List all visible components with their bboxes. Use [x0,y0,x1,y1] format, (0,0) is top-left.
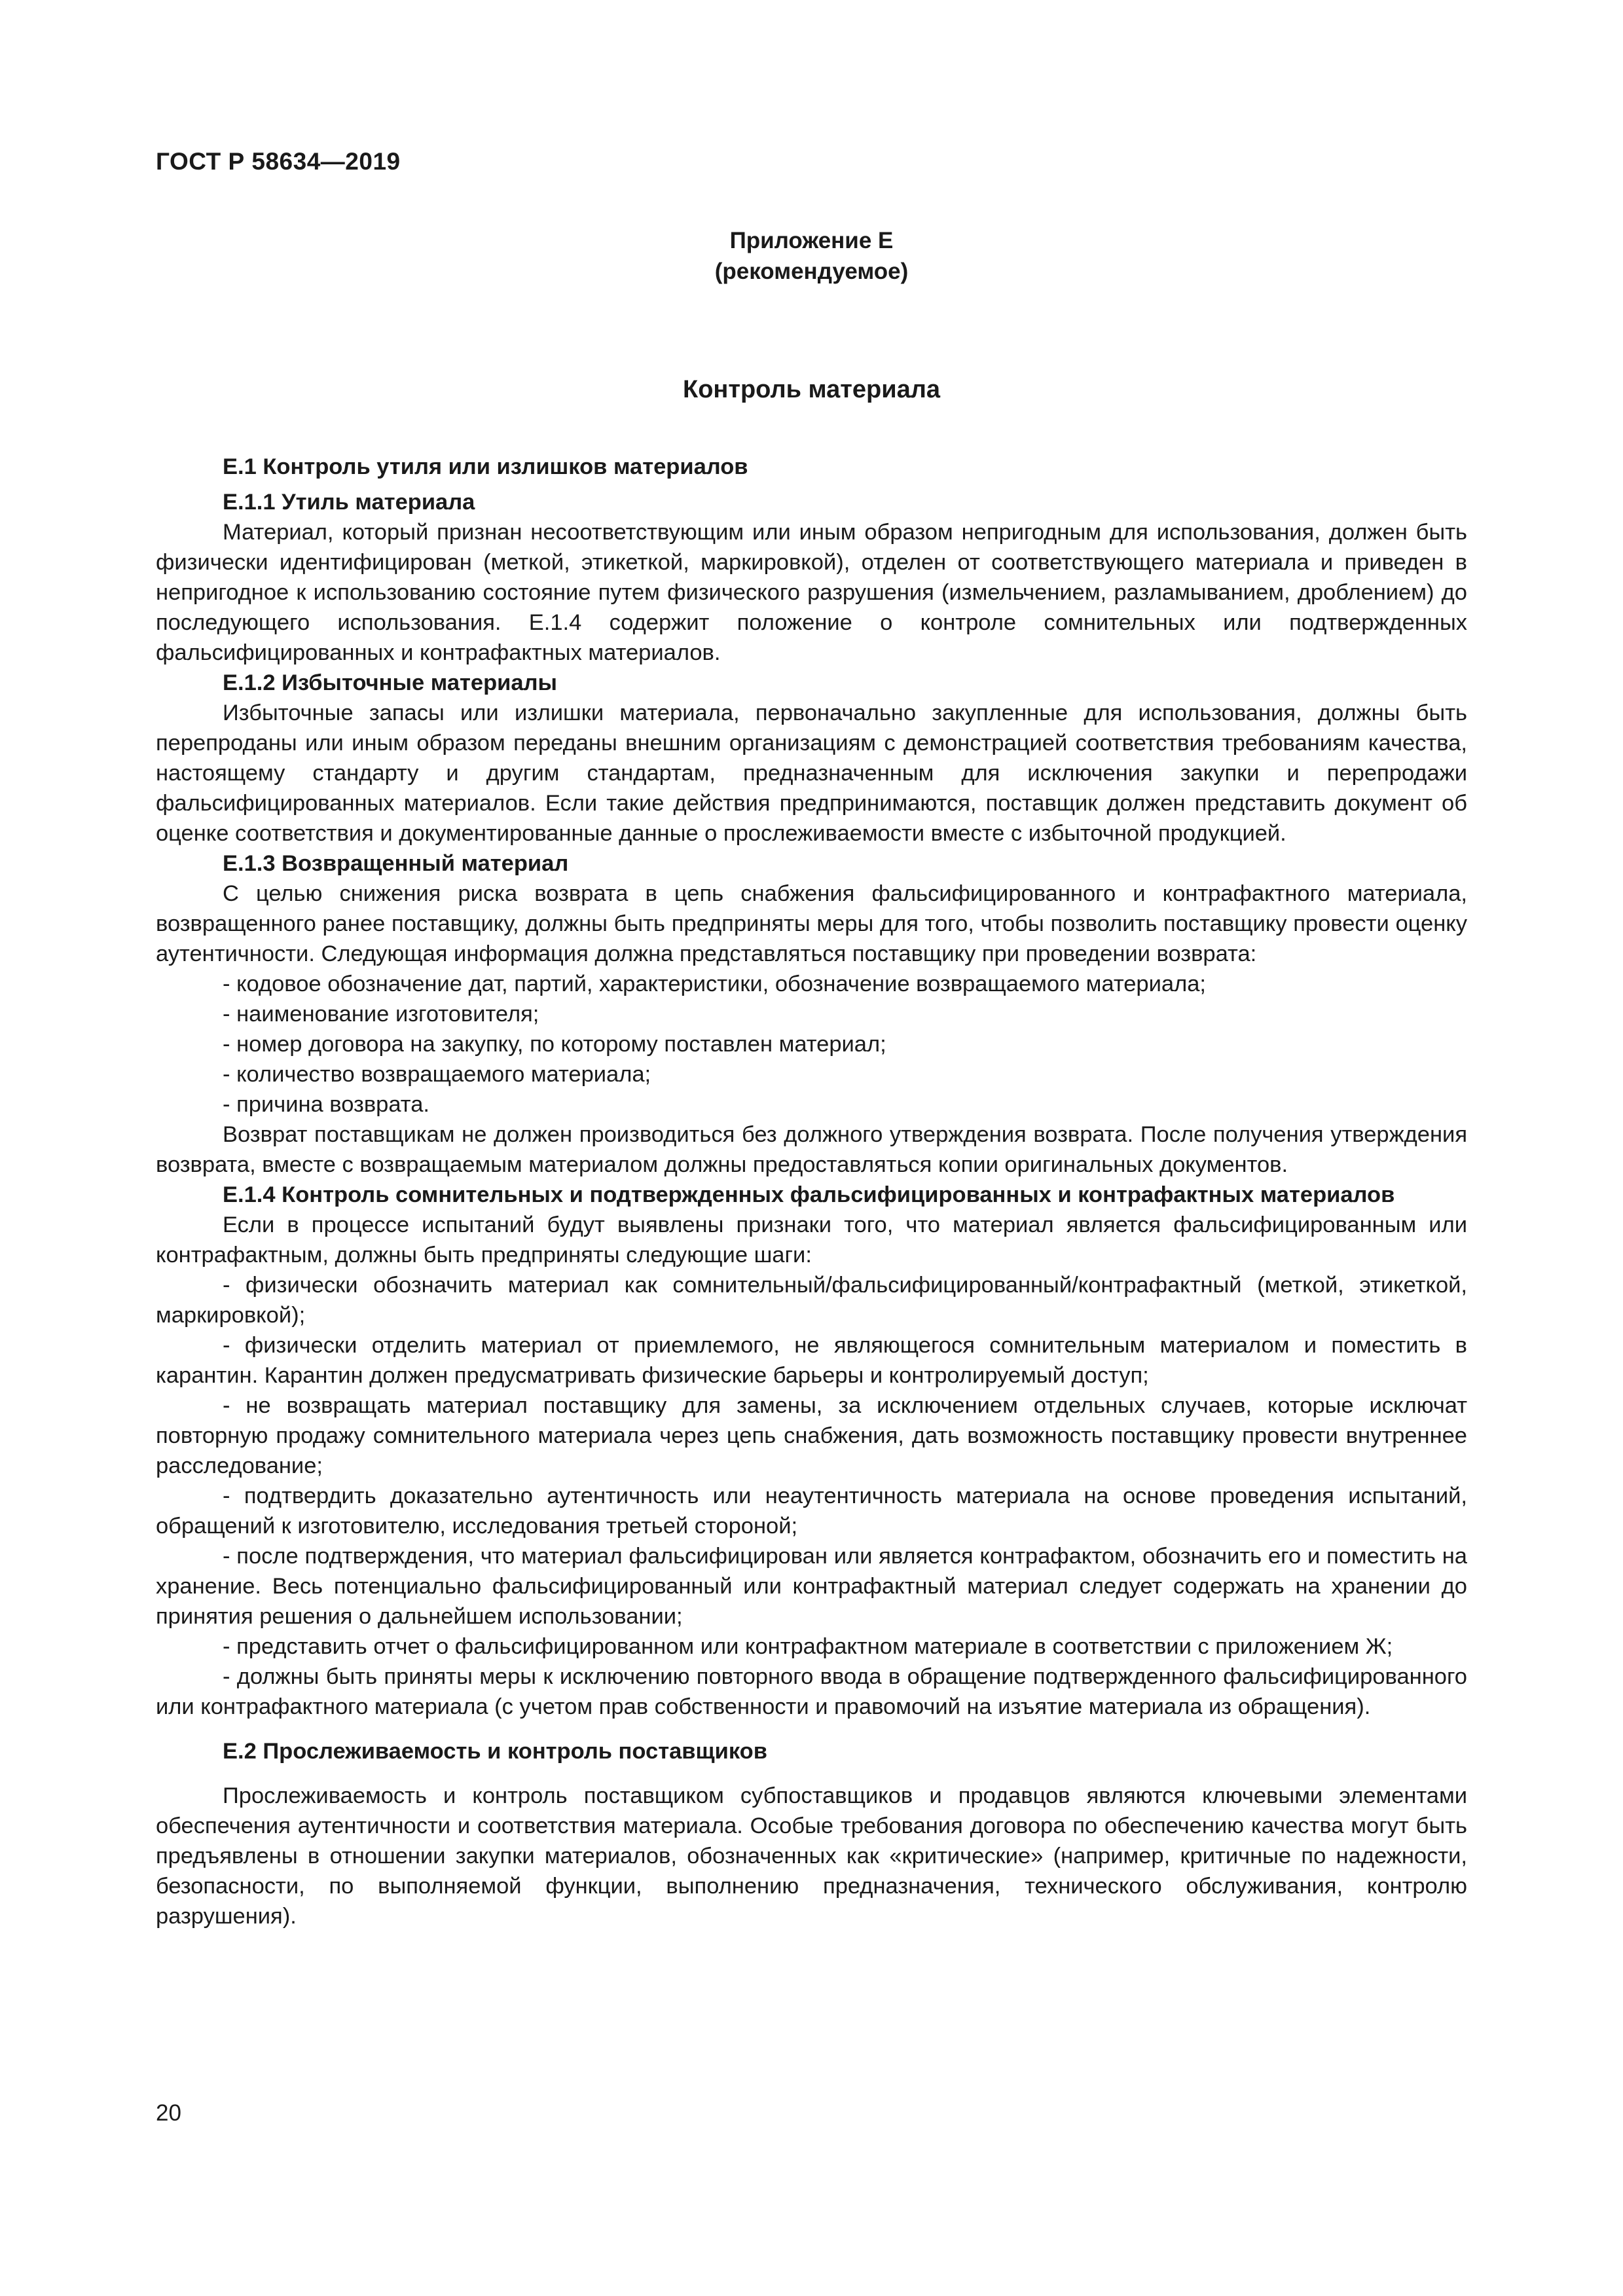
paragraph: Материал, который признан несоответствующим или иным образом непригодным для использования, должен быть физически идентифицирован (меткой, этикеткой, маркировкой), отделен от соответствующего материала и приведен в непригодное к использованию состояние путем физического разрушения (измельчением, разламыванием, дроблением) до последующего использования. Е.1.4 содержит положение о контроле сомнительных или подтвержденных фальсифицированных и контрафактных материалов. [156,520,1467,665]
section-heading-e1: Е.1 Контроль утиля или излишков материалов [223,454,748,479]
annex-status: (рекомендуемое) [714,259,909,284]
document-body [156,452,1467,1931]
page-number: 20 [156,2100,181,2126]
list-item: - причина возврата. [223,1092,429,1117]
paragraph: Возврат поставщикам не должен производиться без должного утверждения возврата. После получения утверждения возврата, вместе с возвращаемым материалом должны предоставляться копии оригинальных документов. [156,1122,1467,1177]
section-heading-e14: Е.1.4 Контроль сомнительных и подтвержденных фальсифицированных и контрафактных материалов [223,1182,1395,1207]
paragraph: С целью снижения риска возврата в цепь снабжения фальсифицированного и контрафактного материала, возвращенного ранее поставщику, должны быть предприняты меры для того, чтобы позволить поставщику провести оценку аутентичности. Следующая информация должна представляться поставщику при проведении возврата: [156,881,1467,966]
list-item: - кодовое обозначение дат, партий, характеристики, обозначение возвращаемого материала; [223,972,1206,996]
page-title: Контроль материала [683,376,940,403]
paragraph: Если в процессе испытаний будут выявлены признаки того, что материал является фальсифицированным или контрафактным, должны быть предприняты следующие шаги: [156,1212,1467,1267]
list-item: - представить отчет о фальсифицированном или контрафактном материале в соответствии с приложением Ж; [223,1634,1393,1659]
section-heading-e2: Е.2 Прослеживаемость и контроль поставщиков [223,1739,767,1764]
list-item: - должны быть приняты меры к исключению повторного ввода в обращение подтвержденного фальсифицированного или контрафактного материала (с учетом прав собственности и правомочий на изъятие материала из обращения). [156,1664,1467,1719]
list-item: - подтвердить доказательно аутентичность или неаутентичность материала на основе проведения испытаний, обращений к изготовителю, исследования третьей стороной; [156,1484,1467,1539]
list-item: - физически отделить материал от приемлемого, не являющегося сомнительным материалом и поместить в карантин. Карантин должен предусматривать физические барьеры и контролируемый доступ; [156,1333,1467,1388]
annex-title: Приложение Е [729,228,894,253]
list-item: - не возвращать материал поставщику для замены, за исключением отдельных случаев, которые исключат повторную продажу сомнительного материала через цепь снабжения, дать возможность поставщику провести внутреннее расследование; [156,1393,1467,1478]
list-item: - наименование изготовителя; [223,1002,539,1027]
list-item: - номер договора на закупку, по которому поставлен материал; [223,1032,886,1057]
list-item: - физически обозначить материал как сомнительный/фальсифицированный/контрафактный (меткой, этикеткой, маркировкой); [156,1273,1467,1328]
paragraph: Прослеживаемость и контроль поставщиком субпоставщиков и продавцов являются ключевыми элементами обеспечения аутентичности и соответствия материала. Особые требования договора по обеспечению качества могут быть предъявлены в отношении закупки материалов, обозначенных как «критические» (например, критичные по надежности, безопасности, по выполняемой функции, выполнению предназначения, технического обслуживания, контролю разрушения). [156,1783,1467,1929]
paragraph: Избыточные запасы или излишки материала, первоначально закупленные для использования, должны быть перепроданы или иным образом переданы внешним организациям с демонстрацией соответствия требованиям качества, настоящему стандарту и другим стандартам, предназначенным для исключения закупки и перепродажи фальсифицированных материалов. Если такие действия предпринимаются, поставщик должен представить документ об оценке соответствия и документированные данные о прослеживаемости вместе с избыточной продукцией. [156,701,1467,846]
section-heading-e11: Е.1.1 Утиль материала [223,490,475,515]
section-heading-e13: Е.1.3 Возвращенный материал [223,851,569,876]
list-item: - после подтверждения, что материал фальсифицирован или является контрафактом, обозначить его и поместить на хранение. Весь потенциально фальсифицированный или контрафактный материал следует содержать на хранении до принятия решения о дальнейшем использовании; [156,1544,1467,1629]
list-item: - количество возвращаемого материала; [223,1062,651,1087]
document-code: ГОСТ Р 58634—2019 [156,148,401,175]
section-heading-e12: Е.1.2 Избыточные материалы [223,670,557,695]
